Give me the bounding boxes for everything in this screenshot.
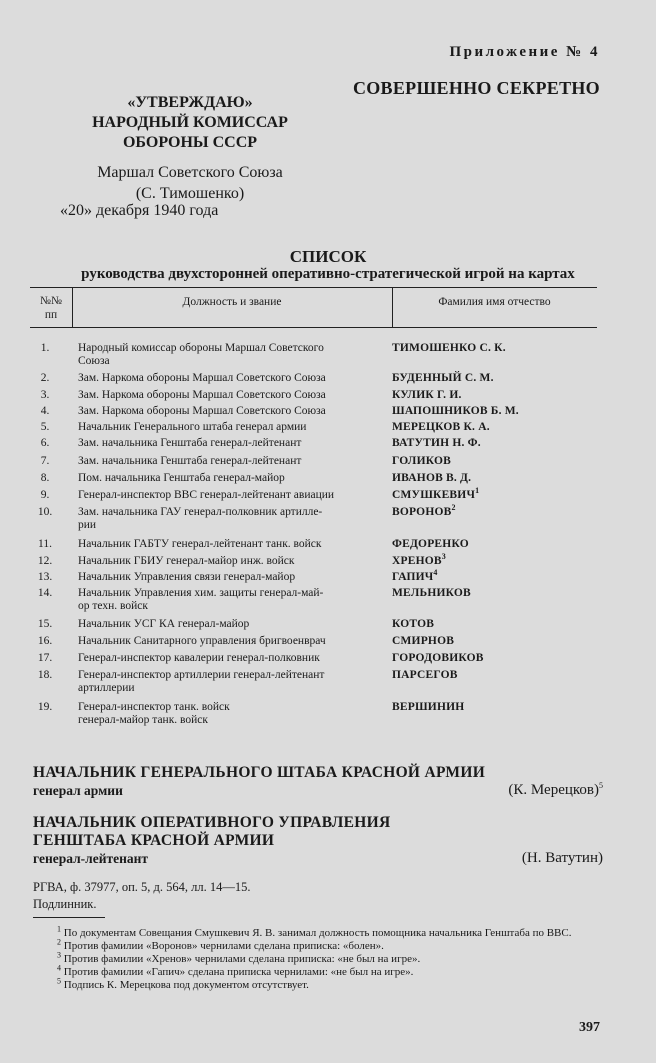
chief2-title-1: НАЧАЛЬНИК ОПЕРАТИВНОГО УПРАВЛЕНИЯ: [33, 814, 391, 831]
row-number: 5.: [40, 421, 50, 433]
marshal-title: Маршал Советского Союза: [97, 164, 283, 181]
header-name: Фамилия имя отчество: [438, 296, 551, 308]
signatory-name: (С. Тимошенко): [135, 185, 245, 202]
footnote-item: $^2$ Против фамилии «Воронов» чернилами сделана приписка: «болен».: [57, 937, 384, 952]
row-position: Начальник Генерального штаба генерал армии: [78, 421, 307, 433]
row-position: Народный комиссар обороны Маршал Советского Союза: [78, 342, 324, 367]
row-position: Зам. начальника ГАУ генерал-полковник артилле- рии: [78, 506, 323, 531]
row-name: ГОРОДОВИКОВ: [392, 652, 484, 664]
row-position: Начальник Санитарного управления бригвоенврач: [78, 635, 326, 647]
footnote-item: $^4$ Против фамилии «Гапич» сделана приписка чернилами: «не был на игре».: [57, 963, 414, 978]
footnote-item: $^5$ Подпись К. Мерецкова под документом отсутствует.: [57, 976, 309, 991]
row-position: Начальник УСГ КА генерал-майор: [78, 618, 250, 630]
row-number: 6.: [40, 437, 50, 449]
page-number: 397: [579, 1020, 600, 1035]
row-name: ФЕДОРЕНКО: [392, 538, 469, 550]
row-name: ВЕРШИНИН: [392, 701, 465, 713]
row-name: ГАПИЧ$^4$: [392, 568, 438, 583]
row-name: ПАРСЕГОВ: [392, 669, 458, 681]
archive-ref: РГВА, ф. 37977, оп. 5, д. 564, лл. 14—15.: [33, 880, 251, 894]
chief1-rank: генерал армии: [33, 783, 123, 798]
row-position: Зам. Наркома обороны Маршал Советского Союза: [78, 372, 326, 384]
row-position: Зам. начальника Генштаба генерал-лейтенант: [78, 455, 302, 467]
signature-chief-operations: [33, 814, 603, 870]
row-name: ТИМОШЕНКО С. К.: [392, 342, 506, 354]
row-position: Начальник Управления хим. защиты генерал-май- ор техн. войск: [78, 587, 324, 612]
row-name: МЕЛЬНИКОВ: [392, 587, 471, 599]
header-position: Должность и звание: [182, 296, 282, 308]
row-name: КОТОВ: [392, 618, 435, 630]
row-name: ШАПОШНИКОВ Б. М.: [392, 405, 519, 417]
row-position: Начальник Управления связи генерал-майор: [78, 571, 296, 583]
chief1-signature: (К. Мерецков)$^5$: [508, 781, 603, 798]
commissar-line-1: НАРОДНЫЙ КОМИССАР: [92, 114, 288, 131]
header-num: №№ пп: [40, 295, 62, 321]
footnote-item: $^1$ По документам Совещания Смушкевич Я. В. занимал должность помощника начальника Генштаба по ВВС.: [57, 924, 572, 939]
row-name: БУДЕННЫЙ С. М.: [392, 372, 494, 384]
row-number: 17.: [37, 652, 53, 664]
row-number: 19.: [37, 701, 53, 713]
row-name: СМУШКЕВИЧ$^1$: [392, 486, 480, 501]
chief2-signature: (Н. Ватутин): [521, 850, 603, 866]
footnote-item: $^3$ Против фамилии «Хренов» чернилами сделана приписка: «не был на игре».: [57, 950, 421, 965]
row-number: 15.: [37, 618, 53, 630]
document-subtitle: руководства двухсторонней оперативно-стратегической игрой на картах: [81, 266, 575, 282]
row-position: Генерал-инспектор ВВС генерал-лейтенант авиации: [78, 489, 335, 501]
row-number: 11.: [38, 538, 52, 550]
approval-date: «20» декабря 1940 года: [60, 202, 219, 219]
row-position: Генерал-инспектор танк. войск генерал-майор танк. войск: [78, 701, 230, 726]
approval-block: [60, 93, 320, 203]
row-name: КУЛИК Г. И.: [392, 389, 462, 401]
row-number: 3.: [40, 389, 50, 401]
table-top-rule: [30, 287, 597, 288]
classification-stamp: СОВЕРШЕННО СЕКРЕТНО: [352, 78, 600, 98]
row-number: 16.: [37, 635, 53, 647]
commissar-line-2: ОБОРОНЫ СССР: [122, 134, 258, 151]
document-title: СПИСОК: [289, 247, 367, 266]
row-position: Пом. начальника Генштаба генерал-майор: [78, 472, 285, 484]
row-position: Начальник ГБИУ генерал-майор инж. войск: [78, 555, 295, 567]
row-name: ГОЛИКОВ: [392, 455, 451, 467]
appendix-label: Приложение № 4: [449, 44, 600, 60]
row-position: Зам. Наркома обороны Маршал Советского Союза: [78, 389, 326, 401]
row-position: Начальник ГАБТУ генерал-лейтенант танк. войск: [78, 538, 322, 550]
footnote-rule: [33, 917, 105, 918]
row-name: ХРЕНОВ$^3$: [392, 552, 446, 567]
row-number: 18.: [37, 669, 53, 681]
row-number: 2.: [40, 372, 50, 384]
signature-chief-general-staff: [33, 764, 603, 804]
row-number: 13.: [37, 571, 53, 583]
archive-reference: [33, 879, 251, 913]
footnotes: [33, 924, 603, 992]
row-number: 7.: [40, 455, 50, 467]
row-number: 10.: [37, 506, 53, 518]
table-header-rule: [30, 327, 597, 328]
row-number: 1.: [40, 342, 50, 354]
chief1-title: НАЧАЛЬНИК ГЕНЕРАЛЬНОГО ШТАБА КРАСНОЙ АРМИИ: [33, 764, 486, 781]
row-position: Генерал-инспектор артиллерии генерал-лейтенант артиллерии: [78, 669, 325, 694]
row-name: ВОРОНОВ$^2$: [392, 503, 456, 518]
chief2-title-2: ГЕНШТАБА КРАСНОЙ АРМИИ: [33, 832, 275, 849]
row-position: Генерал-инспектор кавалерии генерал-полковник: [78, 652, 320, 664]
row-number: 9.: [40, 489, 50, 501]
row-number: 8.: [40, 472, 50, 484]
chief2-rank: генерал-лейтенант: [33, 851, 149, 866]
row-position: Зам. начальника Генштаба генерал-лейтенант: [78, 437, 302, 449]
row-name: МЕРЕЦКОВ К. А.: [392, 421, 490, 433]
approve-word: «УТВЕРЖДАЮ»: [127, 94, 253, 111]
row-number: 4.: [40, 405, 50, 417]
row-number: 12.: [37, 555, 53, 567]
row-name: ВАТУТИН Н. Ф.: [392, 437, 481, 449]
row-name: СМИРНОВ: [392, 635, 455, 647]
archive-status: Подлинник.: [33, 897, 97, 911]
row-number: 14.: [37, 587, 53, 599]
row-name: ИВАНОВ В. Д.: [392, 472, 472, 484]
row-position: Зам. Наркома обороны Маршал Советского Союза: [78, 405, 326, 417]
